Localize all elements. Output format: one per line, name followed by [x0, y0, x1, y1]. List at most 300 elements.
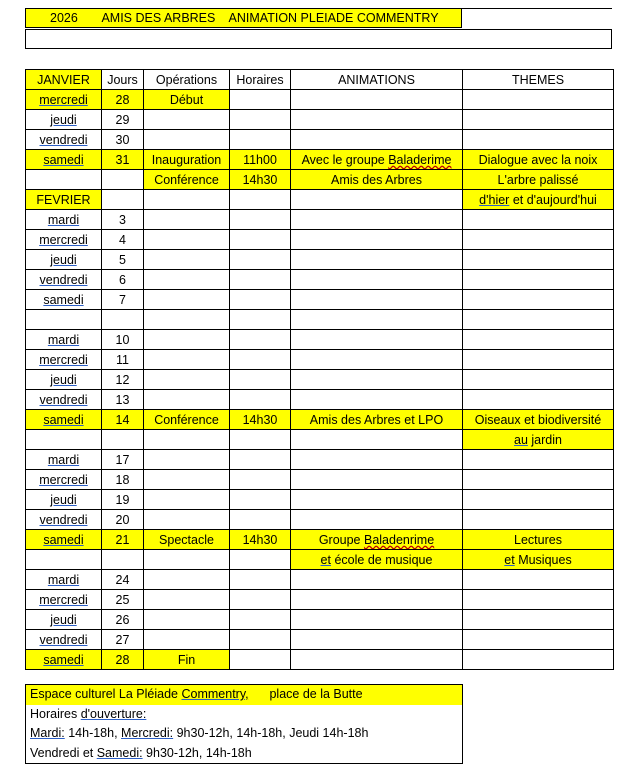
day-cell	[26, 450, 102, 470]
schedule-row	[26, 170, 614, 190]
day-cell-text: samedi	[43, 532, 84, 547]
operation-cell	[144, 130, 230, 150]
date-cell-text: 28	[115, 92, 130, 107]
time-cell	[230, 330, 291, 350]
opening-word: d'ouverture:	[80, 706, 147, 721]
day-cell-text: mardi	[47, 212, 80, 227]
date-cell	[102, 570, 144, 590]
animation-cell	[291, 430, 463, 450]
time-cell	[230, 630, 291, 650]
schedule-row	[26, 530, 614, 550]
animation-cell	[291, 630, 463, 650]
friday-label: Vendredi et	[30, 745, 97, 760]
operation-cell	[144, 290, 230, 310]
animation-cell-part: Baladenrime	[363, 532, 435, 547]
day-cell	[26, 430, 102, 450]
operation-cell	[144, 390, 230, 410]
day-cell	[26, 630, 102, 650]
theme-cell-text: Oiseaux et biodiversité	[474, 412, 602, 427]
animation-cell	[291, 310, 463, 330]
blank-row	[25, 29, 612, 49]
time-cell	[230, 650, 291, 670]
schedule-row	[26, 630, 614, 650]
opening-hours-label	[26, 705, 462, 725]
animation-cell-text: Amis des Arbres et LPO	[309, 412, 444, 427]
theme-cell	[463, 490, 614, 510]
time-cell	[230, 570, 291, 590]
operation-cell	[144, 570, 230, 590]
header-operations: Opérations	[144, 70, 230, 90]
date-cell	[102, 130, 144, 150]
schedule-row	[26, 270, 614, 290]
date-cell-text: 17	[115, 452, 130, 467]
theme-cell	[463, 90, 614, 110]
theme-cell	[463, 190, 614, 210]
animation-cell	[291, 490, 463, 510]
day-cell	[26, 290, 102, 310]
schedule-row	[26, 290, 614, 310]
schedule-row	[26, 510, 614, 530]
date-cell	[102, 250, 144, 270]
day-cell-text: vendredi	[39, 132, 88, 147]
date-cell-text: 7	[119, 292, 126, 307]
operation-cell-text: Début	[169, 92, 204, 107]
theme-cell	[463, 390, 614, 410]
date-cell-text: 10	[115, 332, 130, 347]
schedule-row	[26, 470, 614, 490]
schedule-row	[26, 430, 614, 450]
date-cell-text: 18	[115, 472, 130, 487]
theme-cell	[463, 610, 614, 630]
date-cell	[102, 210, 144, 230]
time-cell	[230, 590, 291, 610]
operation-cell-text: Conférence	[154, 412, 219, 427]
day-cell-text: jeudi	[50, 612, 77, 627]
operation-cell	[144, 650, 230, 670]
date-cell	[102, 530, 144, 550]
schedule-row	[26, 350, 614, 370]
date-cell	[102, 550, 144, 570]
schedule-row	[26, 190, 614, 210]
date-cell-text: 28	[115, 652, 130, 667]
day-cell	[26, 250, 102, 270]
animation-cell	[291, 410, 463, 430]
theme-cell	[463, 350, 614, 370]
header-days: Jours	[102, 70, 144, 90]
theme-cell-part: et d'aujourd'hui	[509, 192, 597, 207]
day-cell	[26, 610, 102, 630]
date-cell	[102, 470, 144, 490]
date-cell-text: 3	[119, 212, 126, 227]
date-cell	[102, 370, 144, 390]
operation-cell	[144, 110, 230, 130]
day-cell	[26, 410, 102, 430]
operation-cell	[144, 230, 230, 250]
tuesday-hours: 14h-18h,	[64, 726, 122, 740]
day-cell-text: mercredi	[39, 92, 88, 107]
animation-cell	[291, 450, 463, 470]
theme-cell	[463, 170, 614, 190]
day-cell	[26, 270, 102, 290]
theme-cell-part: d'hier	[479, 192, 510, 207]
time-cell	[230, 310, 291, 330]
theme-cell	[463, 450, 614, 470]
theme-cell	[463, 270, 614, 290]
animation-cell	[291, 570, 463, 590]
operation-cell	[144, 490, 230, 510]
day-cell-text: samedi	[43, 652, 84, 667]
venue-line	[26, 685, 462, 705]
schedule-row	[26, 370, 614, 390]
day-cell-text: samedi	[43, 292, 84, 307]
day-cell	[26, 330, 102, 350]
hours-word: Horaires	[30, 706, 81, 721]
operation-cell	[144, 90, 230, 110]
operation-cell	[144, 190, 230, 210]
date-cell	[102, 510, 144, 530]
date-cell	[102, 310, 144, 330]
operation-cell	[144, 250, 230, 270]
operation-cell	[144, 610, 230, 630]
schedule-row	[26, 110, 614, 130]
operation-cell	[144, 630, 230, 650]
schedule-row	[26, 310, 614, 330]
schedule-row	[26, 570, 614, 590]
header-animations: ANIMATIONS	[291, 70, 463, 90]
wednesday-thursday-hours: 9h30-12h, 14h-18h, Jeudi 14h-18h	[173, 726, 369, 740]
day-cell-text: jeudi	[50, 112, 77, 127]
time-cell	[230, 110, 291, 130]
date-cell-text: 12	[115, 372, 130, 387]
date-cell-text: 13	[115, 392, 130, 407]
operation-cell	[144, 350, 230, 370]
date-cell	[102, 150, 144, 170]
title-extension	[462, 8, 612, 28]
animation-cell	[291, 250, 463, 270]
schedule-row	[26, 250, 614, 270]
theme-cell	[463, 150, 614, 170]
theme-cell	[463, 650, 614, 670]
animation-cell	[291, 170, 463, 190]
tuesday-label: Mardi:	[30, 726, 65, 740]
day-cell-text: vendredi	[39, 632, 88, 647]
theme-cell	[463, 110, 614, 130]
theme-cell-part: et	[504, 552, 515, 567]
day-cell	[26, 590, 102, 610]
schedule-row	[26, 90, 614, 110]
animation-cell	[291, 330, 463, 350]
theme-cell	[463, 410, 614, 430]
time-cell	[230, 290, 291, 310]
date-cell	[102, 410, 144, 430]
day-cell-text: vendredi	[39, 392, 88, 407]
schedule-table	[25, 69, 614, 670]
theme-cell	[463, 470, 614, 490]
animation-cell	[291, 230, 463, 250]
time-cell	[230, 190, 291, 210]
date-cell	[102, 290, 144, 310]
date-cell	[102, 390, 144, 410]
animation-cell	[291, 470, 463, 490]
day-cell	[26, 530, 102, 550]
theme-cell	[463, 310, 614, 330]
operation-cell-text: Inauguration	[151, 152, 222, 167]
date-cell-text: 26	[115, 612, 130, 627]
theme-cell	[463, 550, 614, 570]
animation-cell-part: Groupe	[318, 532, 364, 547]
time-cell-text: 11h00	[243, 152, 277, 167]
time-cell	[230, 390, 291, 410]
date-cell	[102, 490, 144, 510]
schedule-row	[26, 210, 614, 230]
date-cell-text: 14	[115, 412, 130, 427]
schedule-row	[26, 410, 614, 430]
theme-cell	[463, 130, 614, 150]
saturday-label: Samedi:	[96, 745, 143, 760]
theme-cell-part: jardin	[527, 432, 562, 447]
date-cell-text: 20	[115, 512, 130, 527]
theme-cell-part: Musiques	[514, 552, 572, 567]
schedule-row	[26, 390, 614, 410]
time-cell	[230, 170, 291, 190]
date-cell	[102, 350, 144, 370]
venue-info	[25, 684, 463, 764]
day-cell	[26, 230, 102, 250]
theme-cell	[463, 630, 614, 650]
title-text: AMIS DES ARBRES ANIMATION PLEIADE COMMENTRY	[101, 11, 439, 25]
day-cell-text: samedi	[43, 152, 84, 167]
animation-cell	[291, 150, 463, 170]
time-cell	[230, 470, 291, 490]
schedule-row	[26, 650, 614, 670]
date-cell-text: 24	[115, 572, 130, 587]
theme-cell	[463, 510, 614, 530]
animation-cell	[291, 530, 463, 550]
date-cell-text: 5	[119, 252, 126, 267]
venue-place: place de la Butte	[248, 687, 363, 701]
schedule-row	[26, 130, 614, 150]
title-year: 2026	[50, 11, 78, 25]
time-cell	[230, 550, 291, 570]
operation-cell	[144, 530, 230, 550]
date-cell	[102, 170, 144, 190]
animation-cell-part: Baladerime	[388, 152, 452, 167]
date-cell-text: 31	[115, 152, 130, 167]
day-cell-text: FEVRIER	[36, 192, 91, 207]
day-cell	[26, 130, 102, 150]
operation-cell	[144, 370, 230, 390]
animation-cell-text: Amis des Arbres	[330, 172, 422, 187]
hours-line-2	[26, 744, 462, 764]
day-cell	[26, 470, 102, 490]
theme-cell-text: Dialogue avec la noix	[478, 152, 598, 167]
date-cell	[102, 430, 144, 450]
day-cell-text: mardi	[47, 452, 80, 467]
day-cell	[26, 490, 102, 510]
animation-cell	[291, 610, 463, 630]
time-cell	[230, 530, 291, 550]
operation-cell-text: Conférence	[154, 172, 219, 187]
animation-cell	[291, 370, 463, 390]
time-cell	[230, 230, 291, 250]
operation-cell	[144, 430, 230, 450]
theme-cell	[463, 230, 614, 250]
day-cell-text: vendredi	[39, 272, 88, 287]
operation-cell	[144, 410, 230, 430]
operation-cell	[144, 330, 230, 350]
schedule-row	[26, 590, 614, 610]
theme-cell	[463, 430, 614, 450]
wednesday-label: Mercredi:	[121, 726, 174, 740]
animation-cell	[291, 350, 463, 370]
theme-cell	[463, 330, 614, 350]
schedule-row	[26, 450, 614, 470]
animation-cell	[291, 130, 463, 150]
date-cell	[102, 190, 144, 210]
operation-cell	[144, 310, 230, 330]
theme-cell	[463, 290, 614, 310]
animation-cell	[291, 210, 463, 230]
day-cell-text: vendredi	[39, 512, 88, 527]
day-cell	[26, 170, 102, 190]
operation-cell	[144, 270, 230, 290]
date-cell	[102, 590, 144, 610]
schedule-row	[26, 490, 614, 510]
date-cell-text: 6	[119, 272, 126, 287]
day-cell	[26, 210, 102, 230]
operation-cell	[144, 550, 230, 570]
time-cell	[230, 90, 291, 110]
animation-cell	[291, 390, 463, 410]
day-cell-text: samedi	[43, 412, 84, 427]
time-cell	[230, 210, 291, 230]
animation-cell	[291, 510, 463, 530]
theme-cell	[463, 570, 614, 590]
date-cell	[102, 90, 144, 110]
day-cell	[26, 570, 102, 590]
animation-cell	[291, 190, 463, 210]
animation-cell-part: école de musique	[330, 552, 433, 567]
header-row	[26, 70, 614, 90]
day-cell	[26, 310, 102, 330]
day-cell	[26, 390, 102, 410]
animation-cell-part: Avec le groupe	[301, 152, 389, 167]
time-cell	[230, 250, 291, 270]
theme-cell	[463, 370, 614, 390]
date-cell-text: 30	[115, 132, 130, 147]
time-cell-text: 14h30	[242, 172, 278, 187]
theme-cell-text: L'arbre palissé	[497, 172, 579, 187]
time-cell	[230, 410, 291, 430]
header-month: JANVIER	[26, 70, 102, 90]
date-cell	[102, 450, 144, 470]
date-cell	[102, 270, 144, 290]
day-cell-text: mercredi	[39, 592, 88, 607]
time-cell-text: 14h30	[242, 412, 278, 427]
theme-cell	[463, 530, 614, 550]
venue-name: Espace culturel La Pléiade	[30, 687, 182, 701]
time-cell	[230, 150, 291, 170]
time-cell	[230, 430, 291, 450]
date-cell-text: 11	[116, 352, 129, 367]
animation-cell	[291, 110, 463, 130]
day-cell-text: mercredi	[39, 232, 88, 247]
animation-cell	[291, 550, 463, 570]
animation-cell	[291, 290, 463, 310]
operation-cell-text: Spectacle	[159, 532, 214, 547]
day-cell	[26, 190, 102, 210]
day-cell	[26, 370, 102, 390]
day-cell	[26, 150, 102, 170]
time-cell	[230, 490, 291, 510]
day-cell-text: jeudi	[50, 492, 77, 507]
time-cell	[230, 610, 291, 630]
animation-cell	[291, 590, 463, 610]
time-cell	[230, 370, 291, 390]
operation-cell	[144, 590, 230, 610]
date-cell	[102, 630, 144, 650]
date-cell-text: 27	[115, 632, 130, 647]
day-cell-text: mercredi	[39, 472, 88, 487]
day-cell	[26, 350, 102, 370]
animation-cell	[291, 90, 463, 110]
operation-cell	[144, 210, 230, 230]
time-cell	[230, 350, 291, 370]
day-cell-text: mardi	[47, 572, 80, 587]
theme-cell	[463, 590, 614, 610]
day-cell	[26, 110, 102, 130]
operation-cell	[144, 510, 230, 530]
date-cell-text: 4	[119, 232, 126, 247]
time-cell	[230, 270, 291, 290]
day-cell	[26, 90, 102, 110]
schedule-row	[26, 230, 614, 250]
date-cell	[102, 330, 144, 350]
theme-cell-part: au	[514, 432, 528, 447]
day-cell-text: jeudi	[50, 372, 77, 387]
day-cell-text: jeudi	[50, 252, 77, 267]
hours-line-1	[26, 724, 462, 744]
animation-cell	[291, 270, 463, 290]
time-cell	[230, 510, 291, 530]
time-cell	[230, 130, 291, 150]
day-cell	[26, 510, 102, 530]
operation-cell-text: Fin	[177, 652, 196, 667]
header-times: Horaires	[230, 70, 291, 90]
time-cell-text: 14h30	[242, 532, 278, 547]
theme-cell	[463, 250, 614, 270]
operation-cell	[144, 150, 230, 170]
venue-city: Commentry,	[181, 687, 249, 701]
date-cell-text: 19	[115, 492, 130, 507]
day-cell	[26, 550, 102, 570]
animation-cell	[291, 650, 463, 670]
date-cell	[102, 650, 144, 670]
schedule-row	[26, 610, 614, 630]
schedule-row	[26, 550, 614, 570]
time-cell	[230, 450, 291, 470]
theme-cell-text: Lectures	[514, 532, 562, 547]
theme-cell	[463, 210, 614, 230]
date-cell	[102, 230, 144, 250]
day-cell	[26, 650, 102, 670]
schedule-row	[26, 150, 614, 170]
date-cell	[102, 110, 144, 130]
schedule-row	[26, 330, 614, 350]
day-cell-text: mardi	[47, 332, 80, 347]
date-cell	[102, 610, 144, 630]
date-cell-text: 25	[115, 592, 130, 607]
